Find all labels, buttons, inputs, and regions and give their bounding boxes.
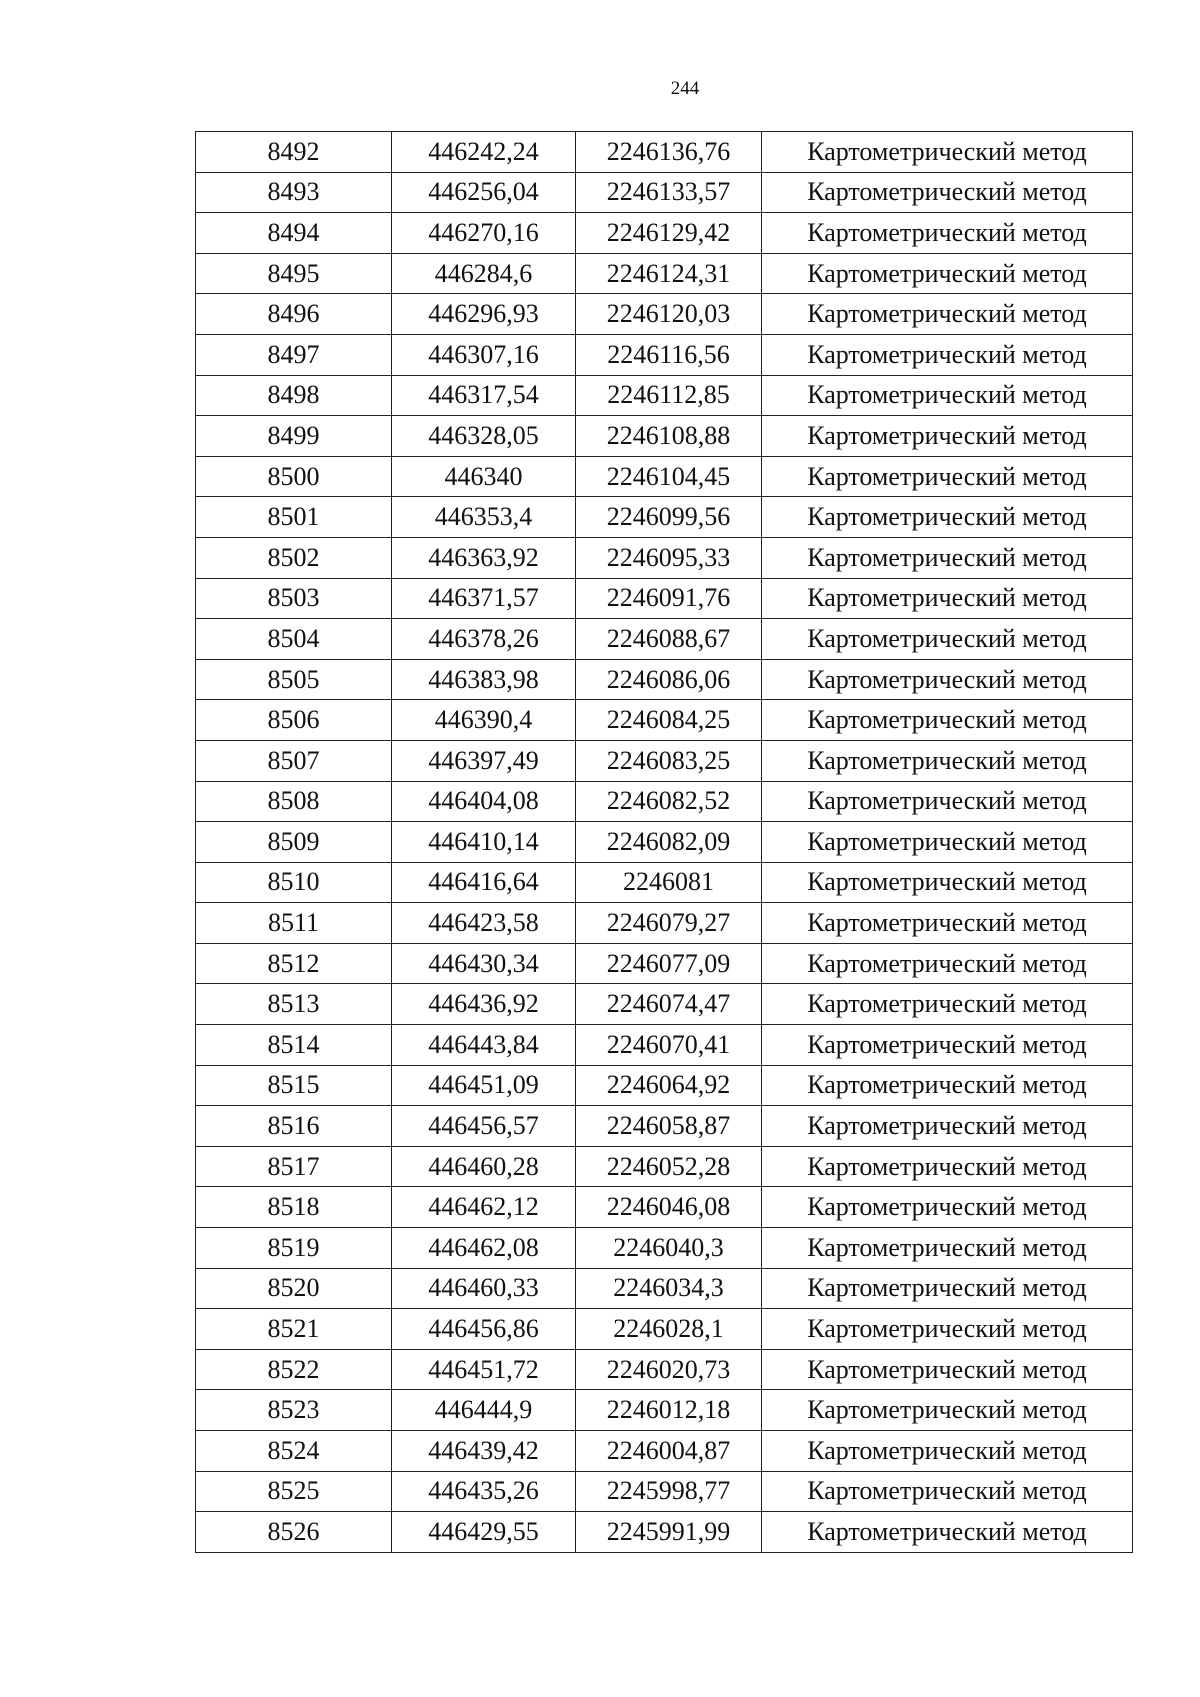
- method-cell: Картометрический метод: [762, 294, 1133, 335]
- point-number-cell: 8512: [196, 943, 392, 984]
- table-row: [196, 132, 1133, 173]
- point-number-cell: 8518: [196, 1187, 392, 1228]
- method-cell: Картометрический метод: [762, 537, 1133, 578]
- point-number-cell: 8503: [196, 578, 392, 619]
- method-cell: Картометрический метод: [762, 1471, 1133, 1512]
- y-coordinate-cell: 2246079,27: [576, 903, 762, 944]
- point-number-cell: 8501: [196, 497, 392, 538]
- method-cell: Картометрический метод: [762, 1349, 1133, 1390]
- x-coordinate-cell: 446429,55: [392, 1512, 576, 1553]
- table-row: [196, 375, 1133, 416]
- method-cell: Картометрический метод: [762, 213, 1133, 254]
- y-coordinate-cell: 2245991,99: [576, 1512, 762, 1553]
- point-number-cell: 8496: [196, 294, 392, 335]
- x-coordinate-cell: 446371,57: [392, 578, 576, 619]
- table-row: [196, 1349, 1133, 1390]
- y-coordinate-cell: 2246088,67: [576, 619, 762, 660]
- method-cell: Картометрический метод: [762, 1390, 1133, 1431]
- x-coordinate-cell: 446416,64: [392, 862, 576, 903]
- table-row: [196, 456, 1133, 497]
- method-cell: Картометрический метод: [762, 1025, 1133, 1066]
- x-coordinate-cell: 446436,92: [392, 984, 576, 1025]
- point-number-cell: 8502: [196, 537, 392, 578]
- y-coordinate-cell: 2246086,06: [576, 659, 762, 700]
- x-coordinate-cell: 446430,34: [392, 943, 576, 984]
- table-row: [196, 943, 1133, 984]
- y-coordinate-cell: 2246046,08: [576, 1187, 762, 1228]
- x-coordinate-cell: 446270,16: [392, 213, 576, 254]
- method-cell: Картометрический метод: [762, 619, 1133, 660]
- y-coordinate-cell: 2246129,42: [576, 213, 762, 254]
- table-row: [196, 578, 1133, 619]
- method-cell: Картометрический метод: [762, 1228, 1133, 1269]
- method-cell: Картометрический метод: [762, 1146, 1133, 1187]
- y-coordinate-cell: 2246136,76: [576, 132, 762, 173]
- method-cell: Картометрический метод: [762, 334, 1133, 375]
- point-number-cell: 8494: [196, 213, 392, 254]
- method-cell: Картометрический метод: [762, 1431, 1133, 1472]
- x-coordinate-cell: 446328,05: [392, 416, 576, 457]
- method-cell: Картометрический метод: [762, 172, 1133, 213]
- x-coordinate-cell: 446296,93: [392, 294, 576, 335]
- point-number-cell: 8524: [196, 1431, 392, 1472]
- x-coordinate-cell: 446353,4: [392, 497, 576, 538]
- point-number-cell: 8495: [196, 253, 392, 294]
- y-coordinate-cell: 2246082,52: [576, 781, 762, 822]
- x-coordinate-cell: 446443,84: [392, 1025, 576, 1066]
- point-number-cell: 8520: [196, 1268, 392, 1309]
- y-coordinate-cell: 2246070,41: [576, 1025, 762, 1066]
- x-coordinate-cell: 446404,08: [392, 781, 576, 822]
- table-row: [196, 1146, 1133, 1187]
- method-cell: Картометрический метод: [762, 132, 1133, 173]
- point-number-cell: 8526: [196, 1512, 392, 1553]
- x-coordinate-cell: 446423,58: [392, 903, 576, 944]
- table-row: [196, 619, 1133, 660]
- y-coordinate-cell: 2246074,47: [576, 984, 762, 1025]
- table-row: [196, 416, 1133, 457]
- table-row: [196, 1431, 1133, 1472]
- table-row: [196, 822, 1133, 863]
- y-coordinate-cell: 2246112,85: [576, 375, 762, 416]
- point-number-cell: 8519: [196, 1228, 392, 1269]
- method-cell: Картометрический метод: [762, 456, 1133, 497]
- table-row: [196, 1390, 1133, 1431]
- table-row: [196, 1512, 1133, 1553]
- point-number-cell: 8506: [196, 700, 392, 741]
- x-coordinate-cell: 446307,16: [392, 334, 576, 375]
- x-coordinate-cell: 446456,86: [392, 1309, 576, 1350]
- y-coordinate-cell: 2246116,56: [576, 334, 762, 375]
- method-cell: Картометрический метод: [762, 1065, 1133, 1106]
- x-coordinate-cell: 446383,98: [392, 659, 576, 700]
- x-coordinate-cell: 446397,49: [392, 740, 576, 781]
- method-cell: Картометрический метод: [762, 1106, 1133, 1147]
- table-row: [196, 1187, 1133, 1228]
- method-cell: Картометрический метод: [762, 700, 1133, 741]
- table-row: [196, 1025, 1133, 1066]
- y-coordinate-cell: 2246082,09: [576, 822, 762, 863]
- y-coordinate-cell: 2246108,88: [576, 416, 762, 457]
- point-number-cell: 8517: [196, 1146, 392, 1187]
- point-number-cell: 8522: [196, 1349, 392, 1390]
- method-cell: Картометрический метод: [762, 1268, 1133, 1309]
- x-coordinate-cell: 446410,14: [392, 822, 576, 863]
- y-coordinate-cell: 2246058,87: [576, 1106, 762, 1147]
- point-number-cell: 8508: [196, 781, 392, 822]
- x-coordinate-cell: 446378,26: [392, 619, 576, 660]
- y-coordinate-cell: 2246028,1: [576, 1309, 762, 1350]
- y-coordinate-cell: 2246064,92: [576, 1065, 762, 1106]
- y-coordinate-cell: 2246040,3: [576, 1228, 762, 1269]
- method-cell: Картометрический метод: [762, 253, 1133, 294]
- page-number: 244: [670, 78, 700, 99]
- point-number-cell: 8510: [196, 862, 392, 903]
- table-row: [196, 700, 1133, 741]
- method-cell: Картометрический метод: [762, 375, 1133, 416]
- point-number-cell: 8525: [196, 1471, 392, 1512]
- method-cell: Картометрический метод: [762, 578, 1133, 619]
- x-coordinate-cell: 446460,28: [392, 1146, 576, 1187]
- table-body: [196, 132, 1133, 1553]
- table-row: [196, 497, 1133, 538]
- x-coordinate-cell: 446363,92: [392, 537, 576, 578]
- method-cell: Картометрический метод: [762, 943, 1133, 984]
- method-cell: Картометрический метод: [762, 984, 1133, 1025]
- table-row: [196, 862, 1133, 903]
- method-cell: Картометрический метод: [762, 862, 1133, 903]
- table-row: [196, 740, 1133, 781]
- table-row: [196, 1471, 1133, 1512]
- x-coordinate-cell: 446462,08: [392, 1228, 576, 1269]
- y-coordinate-cell: 2246133,57: [576, 172, 762, 213]
- x-coordinate-cell: 446451,09: [392, 1065, 576, 1106]
- x-coordinate-cell: 446340: [392, 456, 576, 497]
- x-coordinate-cell: 446462,12: [392, 1187, 576, 1228]
- method-cell: Картометрический метод: [762, 1512, 1133, 1553]
- method-cell: Картометрический метод: [762, 1309, 1133, 1350]
- table-row: [196, 781, 1133, 822]
- method-cell: Картометрический метод: [762, 497, 1133, 538]
- point-number-cell: 8521: [196, 1309, 392, 1350]
- method-cell: Картометрический метод: [762, 659, 1133, 700]
- x-coordinate-cell: 446256,04: [392, 172, 576, 213]
- y-coordinate-cell: 2246099,56: [576, 497, 762, 538]
- point-number-cell: 8499: [196, 416, 392, 457]
- y-coordinate-cell: 2246077,09: [576, 943, 762, 984]
- y-coordinate-cell: 2246004,87: [576, 1431, 762, 1472]
- table-row: [196, 1268, 1133, 1309]
- y-coordinate-cell: 2246052,28: [576, 1146, 762, 1187]
- point-number-cell: 8504: [196, 619, 392, 660]
- point-number-cell: 8509: [196, 822, 392, 863]
- point-number-cell: 8511: [196, 903, 392, 944]
- table-row: [196, 172, 1133, 213]
- method-cell: Картометрический метод: [762, 416, 1133, 457]
- y-coordinate-cell: 2246104,45: [576, 456, 762, 497]
- y-coordinate-cell: 2246083,25: [576, 740, 762, 781]
- table-row: [196, 213, 1133, 254]
- table-row: [196, 1065, 1133, 1106]
- table-row: [196, 984, 1133, 1025]
- table-row: [196, 1309, 1133, 1350]
- x-coordinate-cell: 446451,72: [392, 1349, 576, 1390]
- table-row: [196, 253, 1133, 294]
- y-coordinate-cell: 2245998,77: [576, 1471, 762, 1512]
- table-row: [196, 903, 1133, 944]
- point-number-cell: 8513: [196, 984, 392, 1025]
- table-row: [196, 659, 1133, 700]
- table-row: [196, 294, 1133, 335]
- point-number-cell: 8493: [196, 172, 392, 213]
- table-row: [196, 334, 1133, 375]
- y-coordinate-cell: 2246124,31: [576, 253, 762, 294]
- y-coordinate-cell: 2246020,73: [576, 1349, 762, 1390]
- y-coordinate-cell: 2246095,33: [576, 537, 762, 578]
- point-number-cell: 8523: [196, 1390, 392, 1431]
- point-number-cell: 8498: [196, 375, 392, 416]
- x-coordinate-cell: 446439,42: [392, 1431, 576, 1472]
- point-number-cell: 8492: [196, 132, 392, 173]
- point-number-cell: 8505: [196, 659, 392, 700]
- table-row: [196, 1228, 1133, 1269]
- x-coordinate-cell: 446456,57: [392, 1106, 576, 1147]
- x-coordinate-cell: 446242,24: [392, 132, 576, 173]
- point-number-cell: 8507: [196, 740, 392, 781]
- method-cell: Картометрический метод: [762, 903, 1133, 944]
- point-number-cell: 8516: [196, 1106, 392, 1147]
- point-number-cell: 8497: [196, 334, 392, 375]
- coordinates-table: [195, 131, 1133, 1553]
- y-coordinate-cell: 2246091,76: [576, 578, 762, 619]
- x-coordinate-cell: 446317,54: [392, 375, 576, 416]
- y-coordinate-cell: 2246084,25: [576, 700, 762, 741]
- y-coordinate-cell: 2246034,3: [576, 1268, 762, 1309]
- x-coordinate-cell: 446460,33: [392, 1268, 576, 1309]
- method-cell: Картометрический метод: [762, 822, 1133, 863]
- x-coordinate-cell: 446390,4: [392, 700, 576, 741]
- y-coordinate-cell: 2246081: [576, 862, 762, 903]
- x-coordinate-cell: 446444,9: [392, 1390, 576, 1431]
- method-cell: Картометрический метод: [762, 1187, 1133, 1228]
- method-cell: Картометрический метод: [762, 740, 1133, 781]
- point-number-cell: 8515: [196, 1065, 392, 1106]
- method-cell: Картометрический метод: [762, 781, 1133, 822]
- x-coordinate-cell: 446284,6: [392, 253, 576, 294]
- x-coordinate-cell: 446435,26: [392, 1471, 576, 1512]
- table-row: [196, 1106, 1133, 1147]
- y-coordinate-cell: 2246120,03: [576, 294, 762, 335]
- point-number-cell: 8500: [196, 456, 392, 497]
- table-row: [196, 537, 1133, 578]
- point-number-cell: 8514: [196, 1025, 392, 1066]
- y-coordinate-cell: 2246012,18: [576, 1390, 762, 1431]
